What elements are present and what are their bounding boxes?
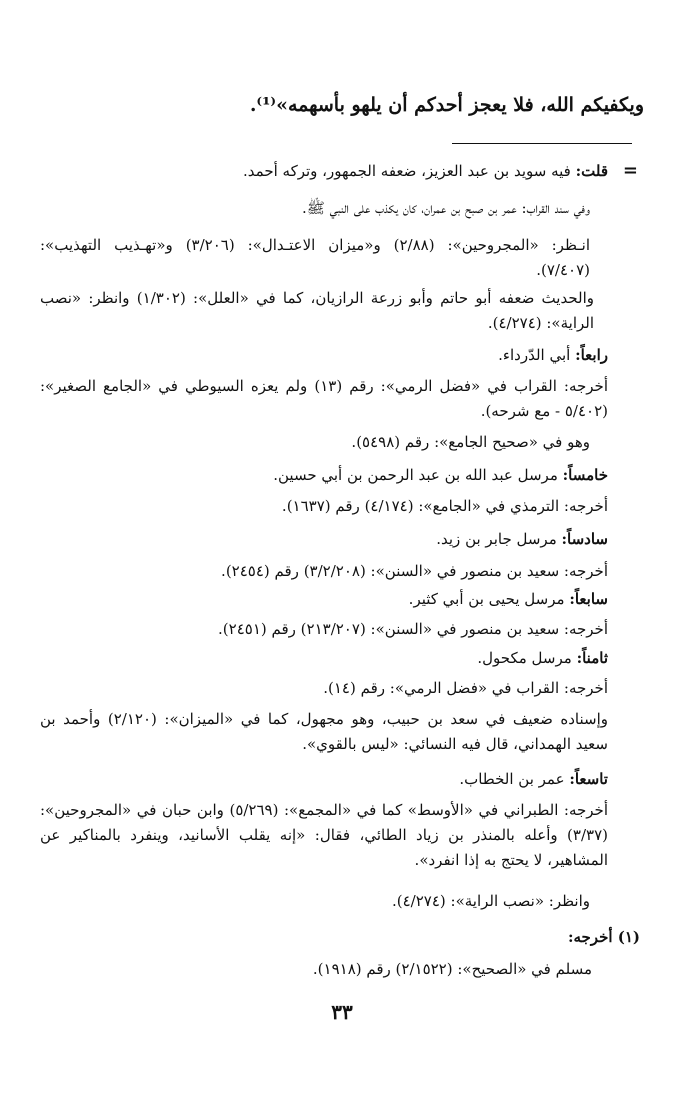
commentary-line: أخرجه: سعيد بن منصور في «السنن»: (٢١٣/٢٠٧) رقم (٢٤٥١). bbox=[218, 620, 608, 638]
footnote-label: (١) أخرجه: bbox=[567, 928, 640, 946]
commentary-line: رابعاً: أبي الدّرداء. bbox=[498, 346, 608, 364]
commentary-paragraph: أخرجه: الطبراني في «الأوسط» كما في «المجمع»: (٥/٢٦٩) وابن حبان في «المجروحين»: (٣/٣٧) وأعله بالمنذر بن زياد الطائي، فقال: «إنه يقلب الأسانيد، وينفرد بالمناكير عن المشاهير، لا يحتج به إذا انفرد». bbox=[40, 801, 608, 869]
commentary-paragraph: انـظر: «المجروحين»: (٢/٨٨) و«ميزان الاعتـدال»: (٣/٢٠٦) و«تهـذيب التهذيب»: (٧/٤٠٧). bbox=[40, 236, 591, 279]
commentary-line: أخرجه: الترمذي في «الجامع»: (٤/١٧٤) رقم (١٦٣٧). bbox=[281, 497, 608, 515]
commentary-line: سابعاً: مرسل يحيى بن أبي كثير. bbox=[408, 590, 608, 608]
commentary-line: ثامناً: مرسل مكحول. bbox=[477, 649, 608, 667]
commentary-line: خامساً: مرسل عبد الله بن عبد الرحمن بن أبي حسين. bbox=[273, 466, 608, 484]
commentary-paragraph: أخرجه: القراب في «فضل الرمي»: رقم (١٣) ولم يعزه السيوطي في «الجامع الصغير»: (٥/٤٠٢ - مع شرحه). bbox=[40, 377, 608, 420]
commentary-line: وهو في «صحيح الجامع»: رقم (٥٤٩٨). bbox=[351, 433, 590, 451]
commentary-paragraph: والحديث ضعفه أبو حاتم وأبو زرعة الرازيان، كما في «العلل»: (١/٣٠٢) وانظر: «نصب الراية»: (٤/٢٧٤). bbox=[40, 289, 594, 332]
commentary-line: وفي سند القراب: عمر بن صبح بن عمران، كان يكذب على النبي ﷺ. bbox=[302, 199, 590, 217]
footnote-text: مسلم في «الصحيح»: (٢/١٥٢٢) رقم (١٩١٨). bbox=[312, 960, 592, 978]
hadith-main-text: ويكفيكم الله، فلا يعجز أحدكم أن يلهو بأسهمه»⁽¹⁾. bbox=[249, 94, 644, 116]
commentary-line: قلت: فيه سويد بن عبد العزيز، ضعفه الجمهور، وتركه أحمد. bbox=[243, 162, 608, 180]
commentary-line: تاسعاً: عمر بن الخطاب. bbox=[459, 770, 608, 788]
continuation-mark: = bbox=[622, 160, 638, 181]
commentary-line: وانظر: «نصب الراية»: (٤/٢٧٤). bbox=[391, 892, 590, 910]
commentary-line: أخرجه: سعيد بن منصور في «السنن»: (٣/٢/٢٠٨) رقم (٢٤٥٤). bbox=[221, 562, 608, 580]
footnote-separator bbox=[452, 143, 632, 144]
commentary-paragraph: وإسناده ضعيف في سعد بن حبيب، وهو مجهول، كما في «الميزان»: (٢/١٢٠) وأحمد بن سعيد الهمداني، قال فيه النسائي: «ليس بالقوي». bbox=[40, 710, 608, 753]
page-number: ٣٣ bbox=[331, 1000, 353, 1024]
commentary-line: أخرجه: القراب في «فضل الرمي»: رقم (١٤). bbox=[323, 679, 608, 697]
commentary-line: سادساً: مرسل جابر بن زيد. bbox=[436, 530, 608, 548]
